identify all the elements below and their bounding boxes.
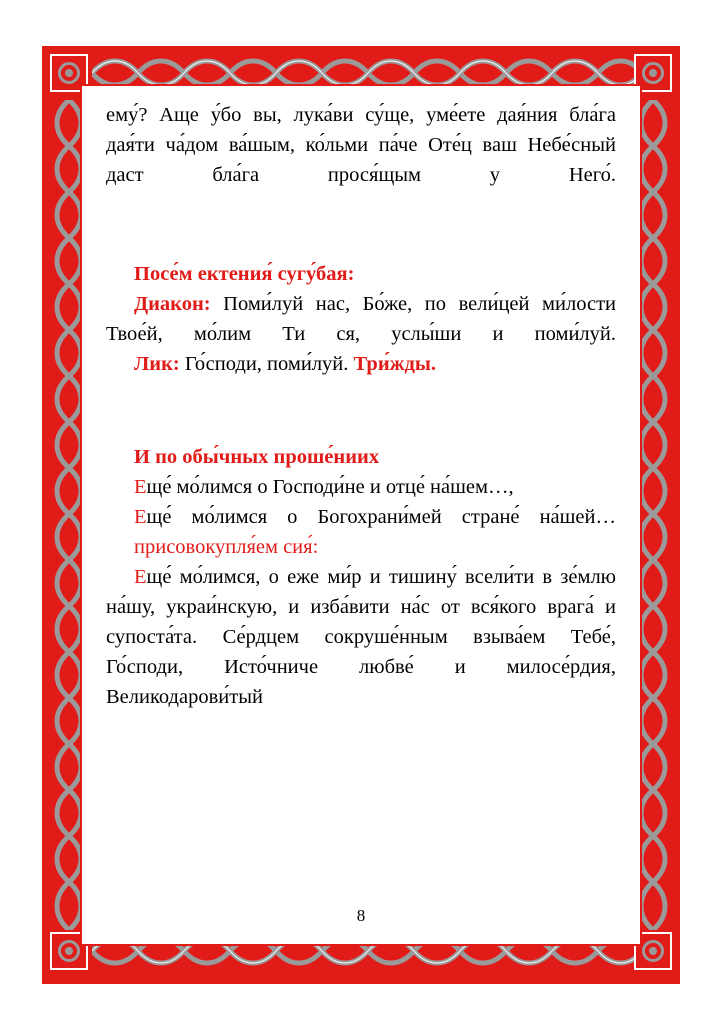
drop-initial: Е: [134, 506, 147, 528]
text-run: ще́ мо́лимся о Богохрани́мей стране́ на́шей…: [146, 506, 616, 528]
text-run-rubric: присовокупля́ем сия́:: [134, 536, 319, 558]
medallion-dot-icon: [65, 69, 73, 77]
page-number: 8: [356, 906, 366, 925]
text-run: Поми́луй нас, Бо́же, по вели́цей ми́лости Твое́й, мо́лим Ти ся, услы́ши и поми́луй.: [106, 293, 616, 345]
rubric-addition: [106, 532, 616, 562]
text-run: Го́споди, поми́луй.: [179, 353, 354, 375]
text-run: ему́? Аще у́бо вы, лука́ви су́ще, уме́ете дая́ния бла́га дая́ти ча́дом ва́шым, ко́льми па́че Оте́ц ваш Небе́сный даст бла́га прося́щым у Него́.: [106, 104, 616, 186]
paragraph-deacon: [106, 289, 616, 349]
medallion-dot-icon: [649, 69, 657, 77]
paragraph-continuation: [106, 100, 616, 190]
paragraph-petition-2: [106, 502, 616, 532]
medallion-ring-icon: [58, 62, 80, 84]
rubric-thrice: Три́жды.: [353, 353, 437, 375]
medallion-dot-icon: [649, 947, 657, 955]
paragraph-petition-3: [106, 562, 616, 712]
medallion-dot-icon: [65, 947, 73, 955]
paragraph-spacer: [106, 211, 616, 239]
text-run-rubric: Посе́м ектения́ сугу́бая:: [134, 263, 355, 285]
speaker-label-deacon: Диакон:: [134, 293, 211, 315]
drop-initial: Е: [134, 476, 147, 498]
drop-initial: Е: [134, 566, 147, 588]
text-run: ще́ мо́лимся, о еже ми́р и тишину́ всели́ти в зе́млю на́шу, украи́нскую, и изба́вити на́с от вся́кого врага́ и супоста́та. Се́рдцем сокруше́нным взыва́ем Тебе́, Го́споди, Исто́чниче любве́ и милосе́рдия, Великодарови́тый: [106, 566, 616, 708]
rubric-after-usual-petitions: [106, 442, 616, 472]
paragraph-petition-1: [106, 472, 616, 502]
paragraph-spacer: [106, 400, 616, 422]
medallion-ring-icon: [642, 940, 664, 962]
medallion-ring-icon: [642, 62, 664, 84]
medallion-ring-icon: [58, 940, 80, 962]
speaker-label-choir: Лик:: [134, 353, 180, 375]
text-run: ще́ мо́лимся о Господи́не и отце́ на́шем…,: [146, 476, 514, 498]
rubric-litany-heading: [106, 259, 616, 289]
text-run-rubric: И по обы́чных проше́ниих: [134, 446, 380, 468]
paragraph-choir: [106, 349, 616, 379]
prayer-text-body: [106, 100, 616, 890]
